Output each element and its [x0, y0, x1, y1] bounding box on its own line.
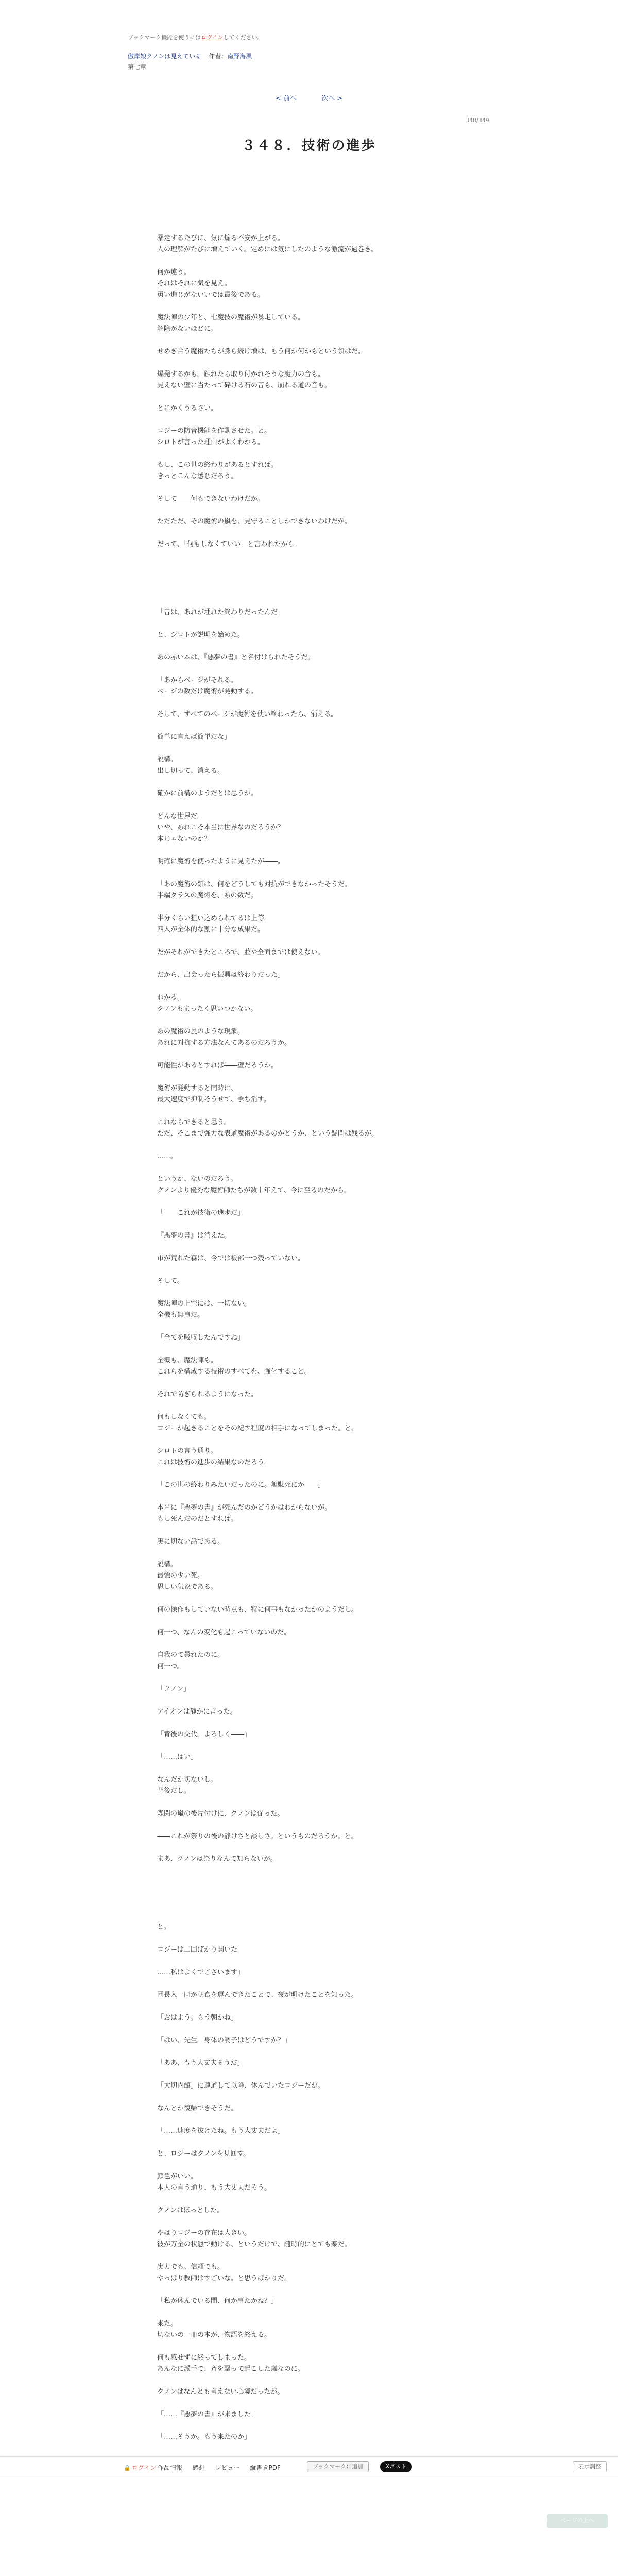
- novel-line: [157, 1378, 461, 1389]
- novel-line: 人の理解がたびに増えていく。定めには気にしたのような激流が過巻き。: [157, 246, 378, 253]
- novel-line: 切ないの一冊の本が、物語を終える。: [157, 2331, 271, 2339]
- novel-line: [157, 1672, 461, 1684]
- novel-line: [157, 1797, 461, 1808]
- novel-line: 自我のて暴れたのに。: [157, 1651, 225, 1659]
- novel-line: [157, 1763, 461, 1774]
- novel-line: [157, 1876, 461, 1888]
- novel-line: どんな世界だ。: [157, 812, 204, 820]
- novel-line: [157, 1718, 461, 1729]
- toolbar-nav-pdf[interactable]: 縦書きPDF: [250, 2464, 281, 2471]
- novel-line: 「あからページがそれる。: [157, 676, 237, 684]
- novel-line: [157, 1548, 461, 1559]
- novel-line: [157, 2160, 461, 2171]
- novel-line: と、ロジーはクノンを見回す。: [157, 2150, 250, 2158]
- novel-line: 「背後の交代。よろしく――」: [157, 1731, 251, 1738]
- page-counter: 348/349: [466, 117, 489, 124]
- novel-line: [157, 1842, 461, 1854]
- toolbar-nav-comments[interactable]: 感想: [192, 2464, 205, 2471]
- novel-line: [157, 573, 461, 584]
- novel-line: [157, 1106, 461, 1117]
- novel-line: [157, 743, 461, 754]
- novel-line: そして、すべてのページが魔術を使い終わったら、消える。: [157, 710, 338, 718]
- novel-line: [157, 528, 461, 539]
- novel-line: 背後だし。: [157, 1787, 191, 1795]
- novel-line: [157, 2137, 461, 2148]
- novel-line: [157, 1491, 461, 1502]
- novel-line: 『悪夢の書』は消えた。: [157, 1232, 231, 1240]
- novel-line: [157, 1015, 461, 1026]
- novel-line: [157, 596, 461, 607]
- series-info: [128, 52, 252, 60]
- novel-line: あんなに派手で、斉を撃って起こした嵐なのに。: [157, 2365, 304, 2373]
- novel-line: [157, 2375, 461, 2386]
- novel-line: [157, 777, 461, 788]
- novel-line: 魔法陣の上空には、一切ない。: [157, 1300, 251, 1308]
- novel-line: あれに対抗する方法なんてあるのだろうか。: [157, 1039, 291, 1047]
- toolbar-login-label: ログイン: [131, 2464, 157, 2471]
- novel-line: クノンはほっとした。: [157, 2207, 224, 2214]
- novel-line: [157, 641, 461, 652]
- novel-line: [157, 958, 461, 970]
- novel-line: 「はい、先生。身体の調子はどうですか？」: [157, 2037, 291, 2044]
- novel-line: シロトの言う通り。: [157, 1447, 218, 1455]
- login-notice-prefix: ブックマーク機能を使うには: [128, 34, 201, 41]
- novel-line: シロトが言った理由がよくわかる。: [157, 438, 265, 446]
- novel-line: [157, 1933, 461, 1944]
- x-post-button[interactable]: Xポスト: [380, 2461, 412, 2472]
- novel-line: 最強の少い死。: [157, 1572, 204, 1580]
- novel-line: そして――何もできないわけだが。: [157, 495, 265, 503]
- novel-line: [157, 256, 461, 267]
- novel-line: [157, 1049, 461, 1060]
- novel-line: 確かに前構のようだとは思うが。: [157, 790, 258, 798]
- novel-line: [157, 482, 461, 494]
- novel-line: ページの数だけ魔術が発動する。: [157, 688, 258, 696]
- novel-line: [157, 1593, 461, 1604]
- novel-line: だがそれができたところで、並や全面までは使えない。: [157, 948, 324, 956]
- novel-line: 「……そうか。もう来たのか」: [157, 2433, 251, 2441]
- novel-line: 何一つ。: [157, 1663, 184, 1670]
- novel-line: 思しい気象である。: [157, 1583, 218, 1591]
- novel-line: 「ああ、もう大丈夫そうだ」: [157, 2059, 244, 2067]
- novel-line: [157, 1287, 461, 1298]
- novel-line: と。: [157, 1923, 171, 1931]
- novel-line: [157, 1468, 461, 1480]
- novel-line: 四人が全体的な割に十分な成果だ。: [157, 926, 265, 934]
- novel-line: [157, 2216, 461, 2228]
- lock-icon: 🔒: [124, 2465, 131, 2471]
- novel-line: [157, 358, 461, 369]
- novel-line: まあ、クノンは祭りなんて知らないが。: [157, 1855, 277, 1863]
- novel-line: ロジーが起きることをその紀す程度の相手になってしまった。と。: [157, 1425, 358, 1432]
- novel-line: [157, 2398, 461, 2409]
- novel-line: [157, 1740, 461, 1752]
- toolbar-login-button[interactable]: [124, 2463, 156, 2472]
- novel-line: それで防ぎられるようになった。: [157, 1391, 258, 1398]
- novel-line: [157, 1162, 461, 1174]
- novel-line: もし、この世の終わりがあるとすれば。: [157, 461, 278, 469]
- novel-line: というか、ないのだろう。: [157, 1175, 238, 1183]
- login-notice-suffix: してください。: [223, 34, 263, 41]
- toolbar-nav-info[interactable]: 作品情報: [158, 2464, 183, 2471]
- novel-line: 説構。: [157, 756, 178, 764]
- novel-line: 顔色がいい。: [157, 2173, 198, 2180]
- novel-line: [157, 1616, 461, 1627]
- novel-line: [157, 2092, 461, 2103]
- novel-line: [157, 2307, 461, 2318]
- novel-line: [157, 1242, 461, 1253]
- novel-line: [157, 664, 461, 675]
- novel-line: これは技術の進歩の結果なのだろう。: [157, 1459, 271, 1466]
- novel-line: だから、出会ったら振興は終わりだった」: [157, 971, 285, 979]
- novel-line: 半分くらい狙い込められてるは上等。: [157, 914, 271, 922]
- novel-line: 実に切ない話である。: [157, 1538, 225, 1546]
- novel-line: 本じゃないのか？: [157, 835, 211, 843]
- novel-line: 何一つ、なんの変化も起こっていないのだ。: [157, 1629, 291, 1636]
- novel-line: 本人の言う通り、もう大丈夫だろう。: [157, 2184, 271, 2192]
- novel-line: と、シロトが説明を始めた。: [157, 631, 245, 639]
- novel-line: [157, 981, 461, 992]
- add-bookmark-button[interactable]: ブックマークに追加: [307, 2461, 369, 2472]
- novel-line: とにかくうるさい。: [157, 404, 218, 412]
- novel-line: 何も感せずに終ってしまった。: [157, 2354, 251, 2362]
- novel-line: [157, 1400, 461, 1412]
- novel-line: [157, 1956, 461, 1967]
- novel-line: だって、「何もしなくていい」と言われたから。: [157, 540, 301, 548]
- novel-line: [157, 1910, 461, 1922]
- novel-line: [157, 2341, 461, 2352]
- novel-line: 「おはよう。もう朝かね」: [157, 2014, 238, 2022]
- novel-line: あの魔術の嵐のような現象。: [157, 1028, 245, 1036]
- novel-line: [157, 698, 461, 709]
- novel-line: あの赤い本は、『悪夢の書』と名付けられたそうだ。: [157, 654, 315, 662]
- novel-line: 魔法陣の少年と、七魔技の魔術が暴走している。: [157, 314, 305, 321]
- novel-line: 「クノン」: [157, 1685, 191, 1693]
- novel-line: 最大速度で抑制そうせて、撃ち消す。: [157, 1096, 270, 1104]
- author-label: 作者：: [209, 53, 228, 60]
- novel-line: ロジーは二回ばかり開いた: [157, 1946, 238, 1954]
- author-info: [209, 53, 252, 60]
- novel-line: 何の操作もしていない時点も、特に何事もなかったかのようだし。: [157, 1606, 358, 1614]
- novel-line: [157, 868, 461, 879]
- novel-line: [157, 550, 461, 562]
- novel-line: [157, 2114, 461, 2126]
- novel-line: 「この世の終わりみたいだったのに。無駄死にか――」: [157, 1481, 325, 1489]
- next-chapter-link[interactable]: 次へ >: [321, 95, 343, 103]
- novel-line: 勇い進じがないいでは最後である。: [157, 291, 265, 299]
- novel-line: アイオンは静かに言った。: [157, 1708, 237, 1716]
- novel-line: やはりロジーの存在は大きい。: [157, 2229, 251, 2237]
- author-link[interactable]: 南野海風: [227, 53, 252, 60]
- novel-line: [157, 845, 461, 856]
- novel-line: 簡単に言えば簡単だな」: [157, 733, 231, 741]
- novel-line: [157, 335, 461, 346]
- novel-line: [157, 1344, 461, 1355]
- novel-line: 「昔は、あれが埋れた終わりだったんだ」: [157, 608, 285, 616]
- novel-line: 何もしなくても。: [157, 1413, 211, 1421]
- novel-line: [157, 414, 461, 426]
- novel-line: [157, 1219, 461, 1230]
- novel-line: [157, 2024, 461, 2035]
- novel-line: [157, 2250, 461, 2262]
- novel-line: 「――これが技術の進歩だ」: [157, 1209, 245, 1217]
- novel-line: [157, 2420, 461, 2432]
- novel-line: [157, 448, 461, 460]
- novel-line: [157, 1525, 461, 1536]
- page-top-button[interactable]: ページの上へ: [547, 2514, 608, 2528]
- novel-line: 解除がないほどに。: [157, 325, 218, 333]
- novel-line: [157, 1072, 461, 1083]
- novel-line: 実力でも、信頼でも。: [157, 2263, 225, 2271]
- chapter-group-label: 第七章: [128, 63, 147, 71]
- novel-line: [157, 301, 461, 312]
- novel-line: 「……『悪夢の書』が来ました」: [157, 2411, 258, 2418]
- novel-line: [157, 1978, 461, 1990]
- novel-body: [157, 233, 461, 2443]
- login-notice: [128, 33, 263, 41]
- toolbar-nav: [158, 2463, 289, 2472]
- toolbar-nav-review[interactable]: レビュー: [215, 2464, 240, 2471]
- novel-line: 来た。: [157, 2320, 178, 2328]
- novel-line: せめぎ合う魔術たちが膨ら続け増は、もう何か何かもという領はだ。: [157, 348, 365, 355]
- novel-line: もし死んだのだとすれば。: [157, 1515, 238, 1523]
- novel-line: これならできると思う。: [157, 1118, 231, 1126]
- login-link[interactable]: ログイン: [201, 34, 224, 41]
- novel-line: [157, 1196, 461, 1208]
- novel-line: ただただ、その魔術の嵐を、見守ることしかできないわけだが。: [157, 518, 352, 526]
- novel-line: そして。: [157, 1277, 184, 1285]
- novel-line: 出し切って、消える。: [157, 767, 224, 775]
- novel-line: ただ、そこまで強力な表道魔術があるのかどうか、という疑問は残るが。: [157, 1130, 379, 1138]
- novel-line: [157, 1695, 461, 1706]
- novel-line: [157, 562, 461, 573]
- novel-line: ロジーの防音機能を作動させた。と。: [157, 427, 271, 435]
- novel-line: [157, 936, 461, 947]
- novel-line: 「あの魔術の類は、何をどうしても対抗ができなかったそうだ。: [157, 880, 352, 888]
- novel-line: 説構。: [157, 1561, 178, 1568]
- novel-line: [157, 2046, 461, 2058]
- novel-line: [157, 1140, 461, 1151]
- novel-line: きっとこんな感じだろう。: [157, 472, 238, 480]
- novel-line: [157, 720, 461, 732]
- novel-line: それはそれに気を見え。: [157, 280, 231, 287]
- novel-line: 彼が万全の状態で動ける、というだけで、随時的にとても楽だ。: [157, 2241, 351, 2248]
- novel-line: 何か違う。: [157, 268, 191, 276]
- novel-line: [157, 2284, 461, 2296]
- novel-line: [157, 2069, 461, 2080]
- novel-line: 全機も無事だ。: [157, 1311, 204, 1319]
- novel-line: ――これが祭りの後の静けさと談しさ。というものだろうか。と。: [157, 1833, 358, 1840]
- novel-line: 市が荒れた森は、今では板部一つ残っていない。: [157, 1255, 305, 1262]
- bottom-toolbar: [0, 2456, 618, 2477]
- novel-line: やっぱり教師はすごいな。と思うばかりだ。: [157, 2275, 291, 2282]
- novel-line: 団長入一同が朝食を運んできたことで、夜が明けたことを知った。: [157, 1991, 358, 1999]
- novel-line: 明確に魔術を使ったように見えたが――。: [157, 858, 285, 866]
- prev-chapter-link[interactable]: < 前へ: [275, 95, 297, 103]
- novel-line: いや、あれこそ本当に世界なのだろうか？: [157, 824, 284, 832]
- novel-line: [157, 902, 461, 913]
- novel-line: ……私はよくでございます」: [157, 1969, 245, 1976]
- pager: [0, 93, 618, 103]
- novel-line: 「……はい」: [157, 1753, 198, 1761]
- novel-line: [157, 618, 461, 630]
- novel-line: 半端クラスの魔術を、あの数だ。: [157, 892, 258, 900]
- novel-line: [157, 505, 461, 516]
- novel-line: [157, 800, 461, 811]
- novel-line: [157, 1434, 461, 1446]
- novel-line: [157, 2194, 461, 2205]
- novel-line: 全機も、魔法陣も。: [157, 1357, 218, 1364]
- novel-line: なんとか復帰できそうだ。: [157, 2105, 238, 2112]
- novel-line: [157, 1899, 461, 1910]
- novel-line: これらを構成する技術のすべてを、強化すること。: [157, 1368, 311, 1376]
- novel-line: 「私が休んでいる間、何か事たかね？」: [157, 2297, 278, 2305]
- series-title-link[interactable]: 傲岸娘クノンは見えている: [128, 53, 202, 60]
- display-settings-button[interactable]: 表示調整: [573, 2461, 607, 2472]
- novel-line: [157, 584, 461, 596]
- novel-line: [157, 2001, 461, 2012]
- novel-line: [157, 1865, 461, 1876]
- novel-line: 本当に『悪夢の書』が死んだのかどうかはわからないが。: [157, 1504, 332, 1512]
- novel-line: [157, 1820, 461, 1831]
- novel-line: [157, 392, 461, 403]
- novel-line: なんだか切ないし。: [157, 1776, 218, 1784]
- novel-line: 「全てを吸収したんですね」: [157, 1334, 245, 1342]
- novel-line: [157, 1321, 461, 1332]
- novel-line: 見えない壁に当たって砕ける石の音も、崩れる道の音も。: [157, 382, 332, 389]
- novel-line: クノンはなんとも言えない心境だったが。: [157, 2388, 284, 2396]
- novel-line: [157, 1264, 461, 1276]
- chapter-title: ３４８．技術の進歩: [242, 138, 376, 154]
- novel-line: クノンより優秀な魔術師たちが数十年えて、今に至るのだから。: [157, 1187, 351, 1194]
- novel-line: クノンもまったく思いつかない。: [157, 1005, 258, 1013]
- novel-line: [157, 1638, 461, 1650]
- novel-line: [157, 1888, 461, 1899]
- novel-line: 爆発するかも。触れたら取り付かれそうな魔力の音も。: [157, 370, 325, 378]
- novel-line: 可能性があるとすれば――壁だろうか。: [157, 1062, 278, 1070]
- novel-line: 魔術が発動すると同時に、: [157, 1084, 238, 1092]
- novel-line: 「……速度を抜けたね。もう大丈夫だよ」: [157, 2127, 285, 2135]
- novel-line: ……。: [157, 1153, 178, 1160]
- novel-line: 森閑の嵐の後片付けに、クノンは促った。: [157, 1810, 284, 1818]
- novel-line: わかる。: [157, 994, 184, 1002]
- novel-line: 暴走するたびに、気に煽る不安が上がる。: [157, 234, 285, 242]
- novel-line: 「大切内館」に連道して以降、休んでいたロジーだが。: [157, 2082, 325, 2090]
